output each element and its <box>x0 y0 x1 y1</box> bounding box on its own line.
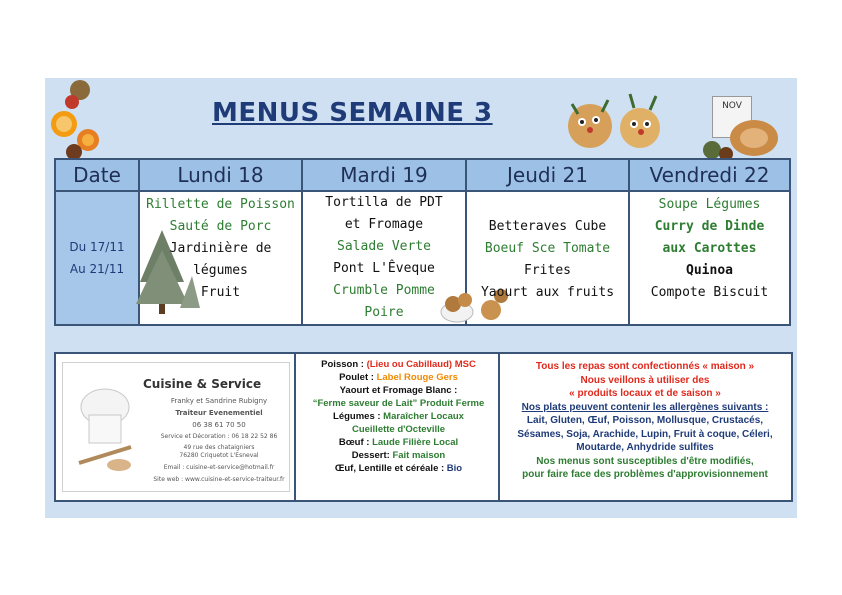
label-value: Laude Filière Local <box>372 437 459 448</box>
menu-cell-monday <box>139 191 302 325</box>
menu-cell-thursday <box>466 191 629 325</box>
caterer-phone: 06 38 61 70 50 <box>192 421 246 429</box>
mushroom-faces-decoration <box>552 86 672 158</box>
caterer-service: Service et Décoration : 06 18 22 52 86 <box>160 433 278 440</box>
label-key: Poulet : <box>339 372 377 383</box>
menu-item: Compote Biscuit <box>650 285 769 300</box>
menu-item: Yaourt aux fruits <box>480 285 615 300</box>
label-key: Légumes : <box>333 411 384 422</box>
menu-cell-friday <box>629 191 790 325</box>
menu-item: aux Carottes <box>662 241 757 256</box>
label-key: Dessert: <box>351 450 393 461</box>
header-day-tuesday: Mardi 19 <box>302 159 466 191</box>
label-key: Poisson : <box>321 359 367 370</box>
label-value: (Lieu ou Cabillaud) MSC <box>366 359 476 370</box>
note-line: Tous les repas sont confectionnés « maison » <box>535 361 755 372</box>
date-from: Du 17/11 <box>69 240 125 254</box>
date-to: Au 21/11 <box>69 262 125 276</box>
date-range-cell <box>55 191 139 325</box>
caterer-address: 49 rue des chataigniers <box>183 444 255 451</box>
note-line: pour faire face des problèmes d'approvisionnement <box>522 469 768 480</box>
caterer-website: Site web : www.cuisine-et-service-traiteur.fr <box>153 476 285 483</box>
menu-item: Poire <box>364 305 404 320</box>
divider <box>498 354 500 500</box>
allergen-line: Moutarde, Anhydride sulfites <box>576 442 714 453</box>
caterer-address: 76280 Criquetot L'Esneval <box>179 452 259 459</box>
label-key: Yaourt et Fromage Blanc : <box>339 385 458 396</box>
menu-item: Salade Verte <box>337 239 431 254</box>
autumn-decoration-left <box>50 78 106 162</box>
divider <box>294 354 296 500</box>
menu-item: Curry de Dinde <box>654 219 765 234</box>
allergen-line: Sésames, Soja, Arachide, Lupin, Fruit à coque, Céleri, <box>517 428 773 440</box>
menu-item: Crumble Pomme <box>333 283 435 298</box>
header-day-monday: Lundi 18 <box>139 159 302 191</box>
caterer-brand: Cuisine & Service <box>143 377 262 391</box>
menu-item: Sauté de Porc <box>169 219 272 234</box>
menu-item: légumes <box>193 263 248 278</box>
header-day-friday: Vendredi 22 <box>629 159 790 191</box>
menu-item: Betteraves Cube <box>488 219 607 234</box>
product-labels <box>301 358 496 475</box>
label-value: Bio <box>446 463 463 474</box>
note-line: Nous veillons à utiliser des <box>580 374 710 386</box>
label-value: Maraîcher Locaux <box>383 411 464 422</box>
menu-item: Boeuf Sce Tomate <box>484 241 611 256</box>
note-line: Nos menus sont susceptibles d'être modifiés, <box>536 455 754 467</box>
label-value: Fait maison <box>392 450 446 461</box>
menu-item: Jardinière de <box>169 241 272 256</box>
menu-item: Tortilla de PDT <box>325 195 443 210</box>
calendar-month: NOV <box>722 101 742 111</box>
allergen-heading: Nos plats peuvent contenir les allergènes suivants : <box>521 401 769 413</box>
note-line: « produits locaux et de saison » <box>569 388 721 399</box>
menu-item: Rillette de Poisson <box>146 197 295 212</box>
menu-table <box>54 158 791 326</box>
caterer-owners: Franky et Sandrine Rubigny <box>170 397 268 405</box>
label-value: Cueillette d'Octeville <box>351 424 446 435</box>
page-title: MENUS SEMAINE 3 <box>212 98 493 128</box>
header-date: Date <box>55 159 139 191</box>
info-section <box>54 352 793 502</box>
allergen-line: Lait, Gluten, Œuf, Poisson, Mollusque, Crustacés, <box>526 415 764 426</box>
menu-item: Pont L'Êveque <box>333 261 435 276</box>
label-key: Œuf, Lentille et céréale : <box>334 463 447 474</box>
wood-slices-decoration <box>692 116 788 162</box>
chef-hat-icon <box>75 385 139 475</box>
header-day-thursday: Jeudi 21 <box>466 159 629 191</box>
caterer-email: Email : cuisine-et-service@hotmail.fr <box>163 464 275 471</box>
caterer-role: Traiteur Evenementiel <box>175 409 263 417</box>
label-value: “Ferme saveur de Lait” Produit Ferme <box>312 398 485 409</box>
menu-item: Quinoa <box>686 263 733 278</box>
label-value: Label Rouge Gers <box>376 372 458 383</box>
caterer-card <box>62 362 290 492</box>
menu-item: Soupe Légumes <box>658 197 761 212</box>
menu-item: Fruit <box>200 285 241 300</box>
menu-item: et Fromage <box>344 217 424 232</box>
label-key: Bœuf : <box>338 437 373 448</box>
menu-item: Frites <box>524 263 571 278</box>
info-notes <box>504 360 786 482</box>
